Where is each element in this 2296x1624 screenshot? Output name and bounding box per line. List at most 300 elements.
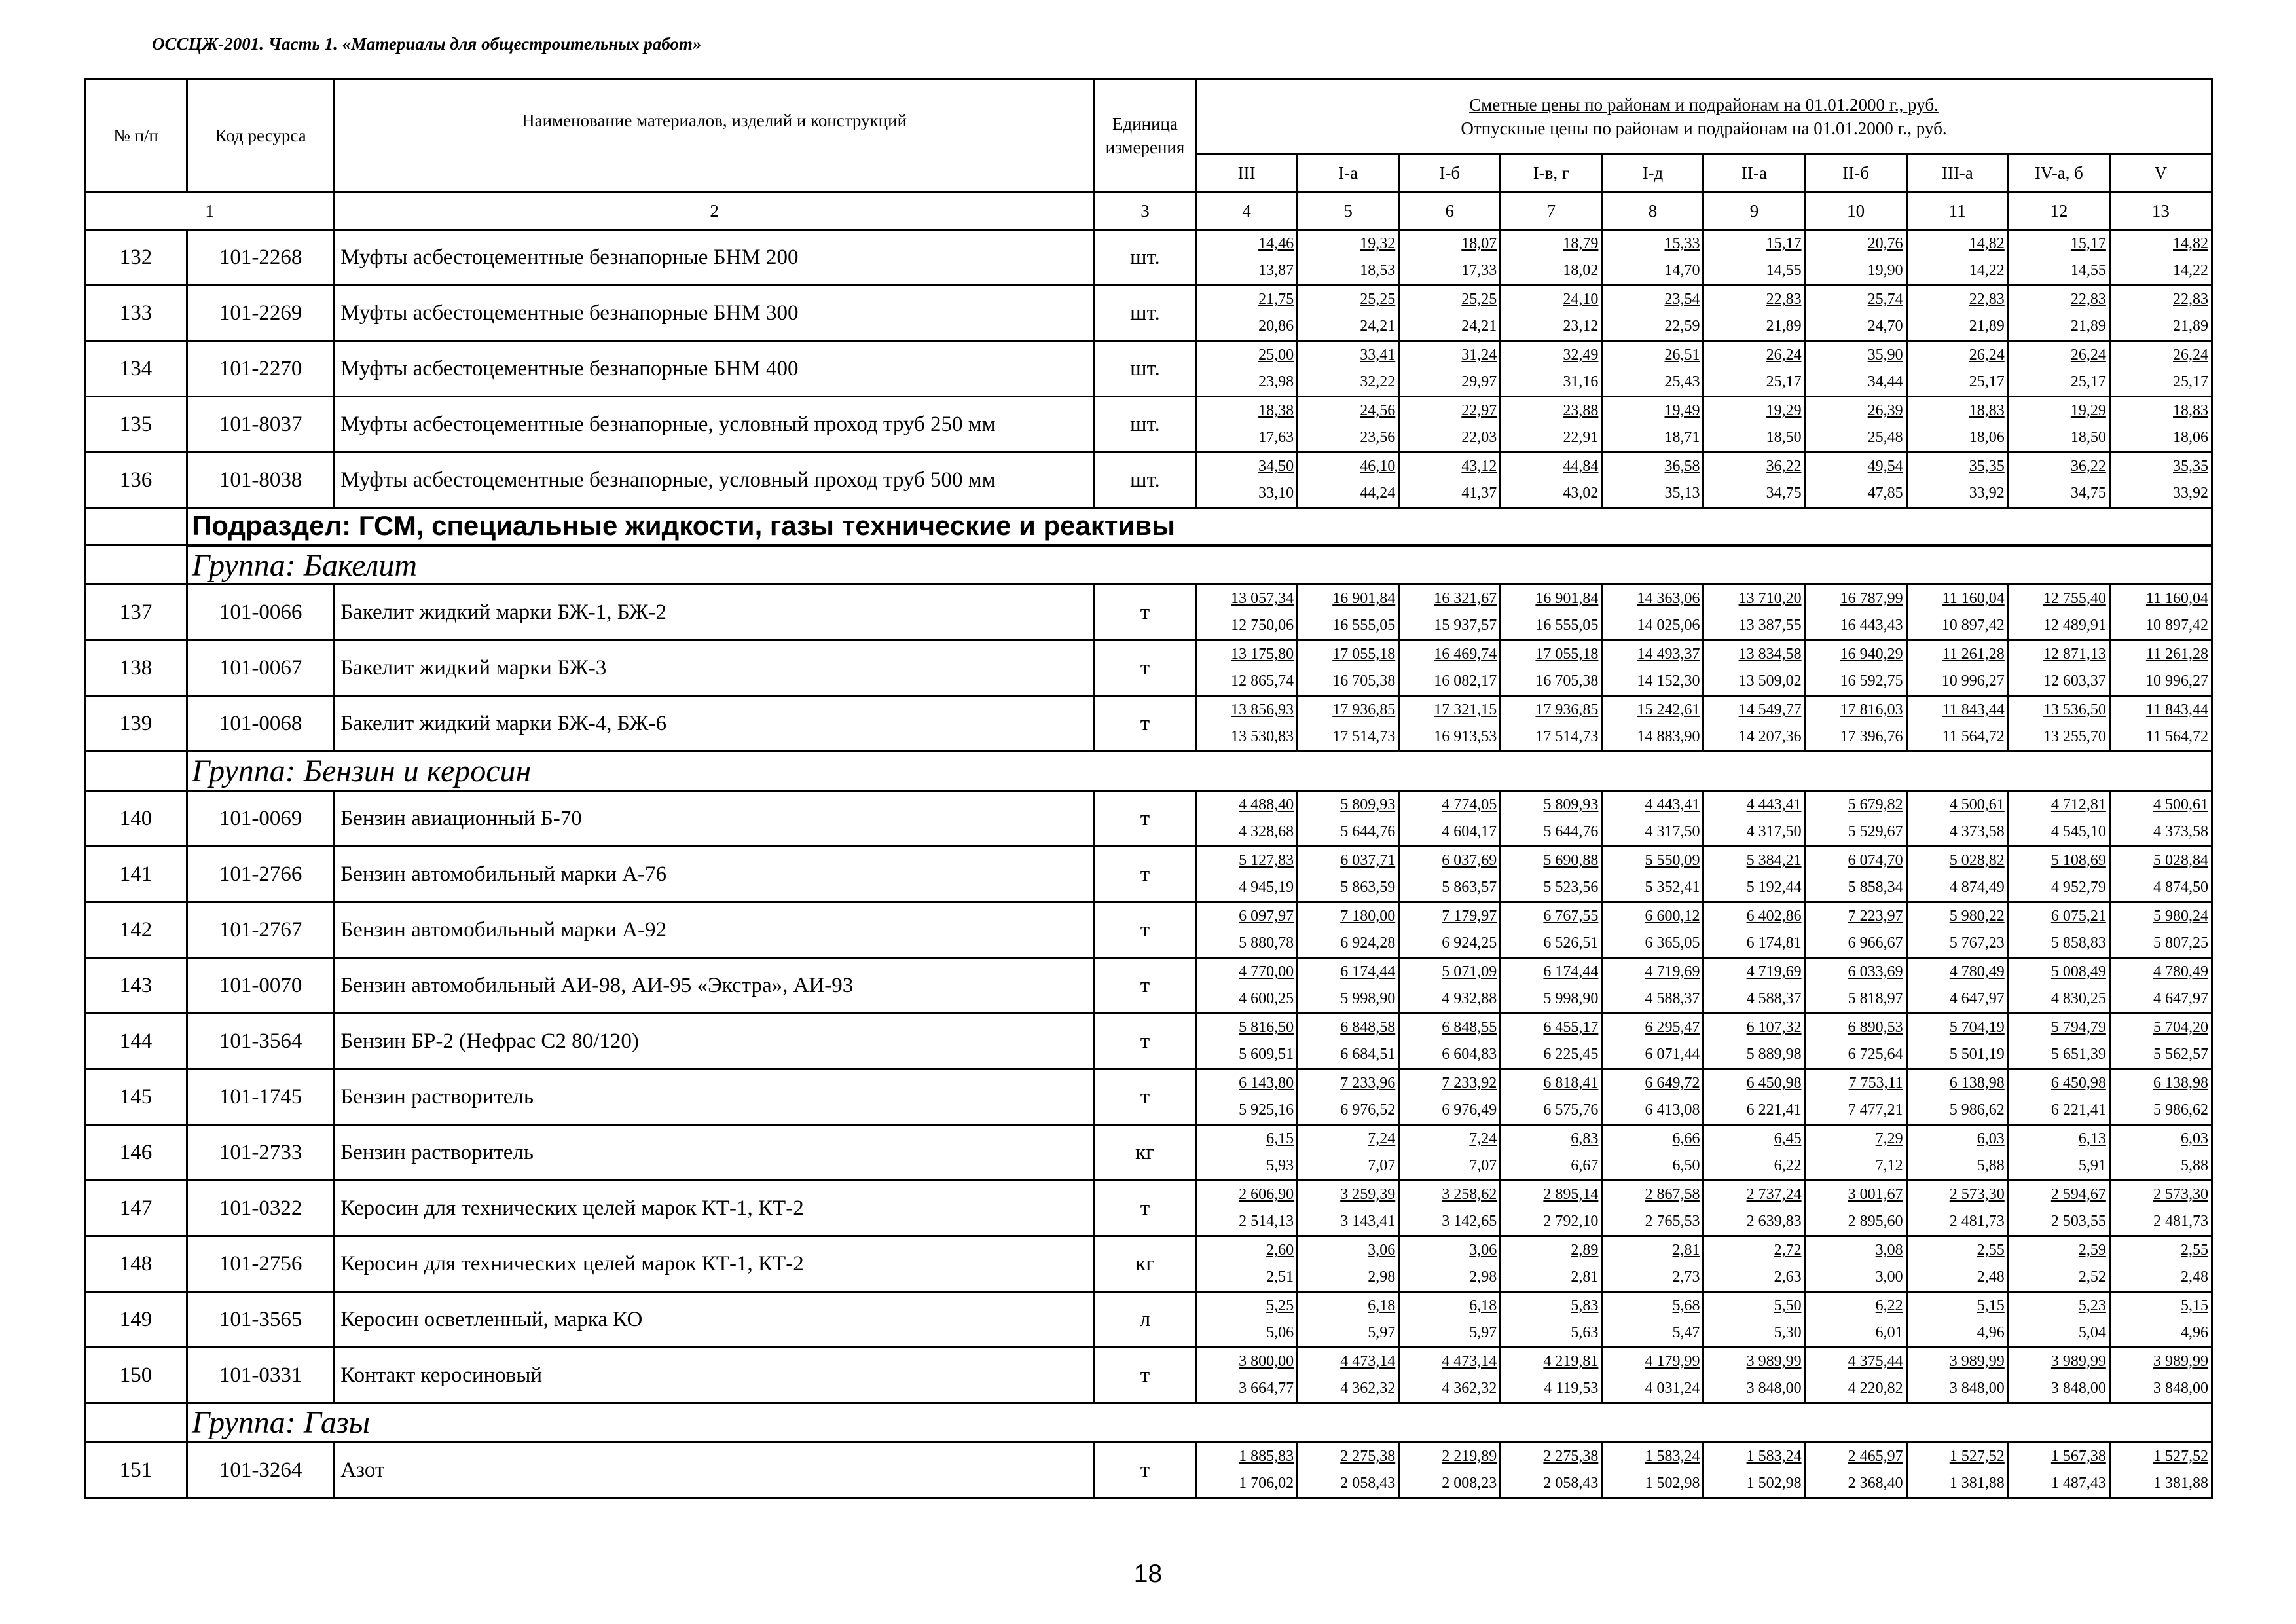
header-region-4: I-д: [1602, 155, 1704, 192]
price-cell: [1196, 958, 1298, 1014]
estimated-price: 3 001,67: [1848, 1186, 1903, 1203]
estimated-price: 5 809,93: [1543, 796, 1599, 813]
price-cell: [1399, 230, 1501, 286]
release-price: 3 664,77: [1239, 1380, 1294, 1397]
price-cell: [2109, 1125, 2212, 1181]
estimated-price: 22,83: [1969, 291, 2005, 308]
price-cell: [1805, 286, 1906, 341]
estimated-price: 14,46: [1258, 235, 1294, 252]
row-number: 148: [85, 1236, 187, 1292]
release-price: 21,89: [2173, 318, 2208, 335]
table-row: [85, 791, 2212, 847]
price-cell: [1298, 696, 1399, 752]
release-price: 5 192,44: [1746, 879, 1802, 896]
price-cell: [1196, 696, 1298, 752]
price-cell: [1602, 1069, 1704, 1125]
release-price: 14,22: [2173, 262, 2208, 279]
release-price: 24,21: [1360, 318, 1396, 335]
price-cell: [2109, 341, 2212, 397]
estimated-price: 5 704,20: [2153, 1019, 2208, 1036]
release-price: 5 889,98: [1746, 1046, 1802, 1063]
subsection-row: [85, 508, 2212, 545]
release-price: 6 966,67: [1848, 934, 1903, 951]
price-cell: [1805, 696, 1906, 752]
estimated-price: 11 160,04: [1942, 590, 2005, 607]
estimated-price: 35,35: [1969, 458, 2005, 475]
release-price: 4 220,82: [1848, 1380, 1903, 1397]
release-price: 5 609,51: [1239, 1046, 1294, 1063]
price-cell: [1501, 1014, 1602, 1069]
row-number: 151: [85, 1443, 187, 1498]
document-title: ОССЦЖ-2001. Часть 1. «Материалы для общестроительных работ»: [152, 34, 702, 54]
release-price: 1 487,43: [2050, 1475, 2106, 1492]
unit-of-measure: шт.: [1094, 452, 1195, 508]
group-row: [85, 545, 2212, 585]
release-price: 14 152,30: [1637, 673, 1700, 690]
price-cell: [1602, 696, 1704, 752]
estimated-price: 21,75: [1258, 291, 1294, 308]
estimated-price: 6 818,41: [1543, 1075, 1599, 1092]
estimated-price: 25,74: [1867, 291, 1903, 308]
material-name: Бакелит жидкий марки БЖ-1, БЖ-2: [335, 585, 1095, 640]
release-price: 21,89: [1766, 318, 1802, 335]
table-row: [85, 1069, 2212, 1125]
price-cell: [1298, 286, 1399, 341]
empty-cell: [85, 752, 187, 791]
estimated-price: 6 848,55: [1442, 1019, 1497, 1036]
header-column-number: 10: [1805, 192, 1906, 230]
release-price: 5 644,76: [1543, 823, 1599, 840]
empty-cell: [85, 1403, 187, 1443]
release-price: 18,50: [1766, 429, 1802, 446]
estimated-price: 4 219,81: [1543, 1353, 1599, 1370]
estimated-price: 5 980,24: [2153, 908, 2208, 925]
release-price: 25,43: [1664, 373, 1700, 390]
estimated-price: 3,08: [1875, 1242, 1903, 1259]
release-price: 5 858,83: [2050, 934, 2106, 951]
estimated-price: 2 465,97: [1848, 1448, 1903, 1465]
price-cell: [2109, 1181, 2212, 1236]
header-column-numbers-row: [85, 192, 2212, 230]
price-cell: [1298, 640, 1399, 696]
release-price: 6 976,49: [1442, 1101, 1497, 1118]
release-price: 17,33: [1461, 262, 1497, 279]
price-cell: [1399, 397, 1501, 452]
estimated-price: 4 443,41: [1746, 796, 1802, 813]
price-cell: [2008, 1443, 2109, 1498]
price-cell: [1196, 847, 1298, 902]
price-cell: [1602, 640, 1704, 696]
release-price: 14 025,06: [1637, 617, 1700, 634]
estimated-price: 26,24: [1766, 346, 1802, 363]
estimated-price: 7 223,97: [1848, 908, 1903, 925]
unit-of-measure: т: [1094, 958, 1195, 1014]
estimated-price: 12 755,40: [2043, 590, 2106, 607]
estimated-price: 6 767,55: [1543, 908, 1599, 925]
estimated-price: 14 493,37: [1637, 646, 1700, 663]
unit-of-measure: шт.: [1094, 397, 1195, 452]
release-price: 13 387,55: [1738, 617, 1802, 634]
release-price: 5,88: [1977, 1157, 2005, 1174]
estimated-price: 6 649,72: [1645, 1075, 1700, 1092]
estimated-price: 5 816,50: [1239, 1019, 1294, 1036]
estimated-price: 17 816,03: [1840, 701, 1903, 718]
price-cell: [1298, 230, 1399, 286]
header-region-3: I-в, г: [1501, 155, 1602, 192]
release-price: 18,06: [1969, 429, 2005, 446]
release-price: 5,04: [2078, 1324, 2106, 1341]
release-price: 5,47: [1672, 1324, 1700, 1341]
price-cell: [1298, 1443, 1399, 1498]
price-cell: [1906, 847, 2008, 902]
release-price: 4 600,25: [1239, 990, 1294, 1007]
estimated-price: 15,17: [1766, 235, 1802, 252]
release-price: 5 925,16: [1239, 1101, 1294, 1118]
estimated-price: 18,83: [2173, 402, 2208, 419]
material-name: Азот: [335, 1443, 1095, 1498]
estimated-price: 13 856,93: [1231, 701, 1294, 718]
estimated-price: 6 402,86: [1746, 908, 1802, 925]
estimated-price: 17 936,85: [1535, 701, 1599, 718]
release-price: 29,97: [1461, 373, 1497, 390]
price-cell: [1196, 1348, 1298, 1403]
table-row: [85, 1014, 2212, 1069]
release-price: 14 207,36: [1738, 728, 1802, 745]
release-price: 6 225,45: [1543, 1046, 1599, 1063]
price-cell: [1501, 696, 1602, 752]
release-price: 7 477,21: [1848, 1101, 1903, 1118]
estimated-price: 5 690,88: [1543, 852, 1599, 869]
estimated-price: 17 321,15: [1434, 701, 1497, 718]
resource-code: 101-3564: [187, 1014, 335, 1069]
estimated-price: 1 583,24: [1645, 1448, 1700, 1465]
release-price: 12 865,74: [1231, 673, 1294, 690]
release-price: 5 767,23: [1949, 934, 2005, 951]
release-price: 5,93: [1266, 1157, 1294, 1174]
release-price: 41,37: [1461, 485, 1497, 502]
price-cell: [1805, 958, 1906, 1014]
price-cell: [2109, 1443, 2212, 1498]
release-price: 3 848,00: [1949, 1380, 2005, 1397]
price-cell: [2008, 958, 2109, 1014]
resource-code: 101-0069: [187, 791, 335, 847]
estimated-price: 16 901,84: [1332, 590, 1396, 607]
unit-of-measure: т: [1094, 1069, 1195, 1125]
estimated-price: 19,32: [1360, 235, 1396, 252]
estimated-price: 24,10: [1563, 291, 1599, 308]
estimated-price: 4 712,81: [2050, 796, 2106, 813]
estimated-price: 5 028,82: [1949, 852, 2005, 869]
price-cell: [1602, 452, 1704, 508]
estimated-price: 4 500,61: [1949, 796, 2005, 813]
release-price: 3 142,65: [1442, 1213, 1497, 1230]
estimated-price: 16 940,29: [1840, 646, 1903, 663]
release-price: 4 932,88: [1442, 990, 1497, 1007]
release-price: 3 848,00: [2050, 1380, 2106, 1397]
table-row: [85, 585, 2212, 640]
estimated-price: 36,22: [1766, 458, 1802, 475]
subsection-title: Подраздел: ГСМ, специальные жидкости, газы технические и реактивы: [187, 508, 2212, 545]
estimated-price: 24,56: [1360, 402, 1396, 419]
estimated-price: 6 450,98: [2050, 1075, 2106, 1092]
table-row: [85, 1348, 2212, 1403]
release-price: 15 937,57: [1434, 617, 1497, 634]
row-number: 146: [85, 1125, 187, 1181]
release-price: 4 328,68: [1239, 823, 1294, 840]
release-price: 5,63: [1571, 1324, 1599, 1341]
price-cell: [1602, 397, 1704, 452]
estimated-price: 44,84: [1563, 458, 1599, 475]
estimated-price: 16 469,74: [1434, 646, 1497, 663]
estimated-price: 5,50: [1774, 1297, 1802, 1314]
release-price: 2 008,23: [1442, 1475, 1497, 1492]
row-number: 137: [85, 585, 187, 640]
estimated-price: 35,35: [2173, 458, 2208, 475]
price-cell: [1602, 1236, 1704, 1292]
price-cell: [1906, 452, 2008, 508]
price-cell: [1704, 230, 1805, 286]
estimated-price: 1 583,24: [1746, 1448, 1802, 1465]
release-price: 13 255,70: [2043, 728, 2106, 745]
resource-code: 101-2269: [187, 286, 335, 341]
release-price: 5,06: [1266, 1324, 1294, 1341]
price-cell: [1501, 791, 1602, 847]
estimated-price: 35,90: [1867, 346, 1903, 363]
release-price: 16 705,38: [1535, 673, 1599, 690]
estimated-price: 11 843,44: [2145, 701, 2208, 718]
release-price: 3,00: [1875, 1268, 1903, 1285]
price-cell: [2008, 1348, 2109, 1403]
unit-of-measure: т: [1094, 1181, 1195, 1236]
release-price: 25,17: [2070, 373, 2106, 390]
unit-of-measure: т: [1094, 1348, 1195, 1403]
price-cell: [1805, 341, 1906, 397]
group-title: Группа: Бакелит: [187, 545, 2212, 585]
price-cell: [1298, 1348, 1399, 1403]
price-cell: [1906, 341, 2008, 397]
release-price: 5,97: [1469, 1324, 1497, 1341]
estimated-price: 16 901,84: [1535, 590, 1599, 607]
material-name: Бензин растворитель: [335, 1125, 1095, 1181]
price-cell: [2008, 230, 2109, 286]
price-cell: [2008, 1069, 2109, 1125]
estimated-price: 5 794,79: [2050, 1019, 2106, 1036]
table-row: [85, 286, 2212, 341]
row-number: 134: [85, 341, 187, 397]
estimated-price: 6,13: [2078, 1130, 2106, 1147]
estimated-price: 4 473,14: [1340, 1353, 1396, 1370]
release-price: 22,03: [1461, 429, 1497, 446]
price-cell: [1298, 1125, 1399, 1181]
price-cell: [2109, 585, 2212, 640]
price-cell: [2008, 1014, 2109, 1069]
price-cell: [1602, 1292, 1704, 1348]
estimated-price: 6,03: [2181, 1130, 2208, 1147]
estimated-price: 3 989,99: [1746, 1353, 1802, 1370]
release-price: 6 526,51: [1543, 934, 1599, 951]
unit-of-measure: т: [1094, 1443, 1195, 1498]
estimated-price: 13 536,50: [2043, 701, 2106, 718]
release-price: 17 514,73: [1332, 728, 1396, 745]
price-cell: [1399, 1014, 1501, 1069]
release-price: 2 514,13: [1239, 1213, 1294, 1230]
resource-code: 101-2766: [187, 847, 335, 902]
estimated-price: 46,10: [1360, 458, 1396, 475]
estimated-price: 4 774,05: [1442, 796, 1497, 813]
price-cell: [1196, 902, 1298, 958]
estimated-price: 2,72: [1774, 1242, 1802, 1259]
estimated-price: 32,49: [1563, 346, 1599, 363]
estimated-price: 5,68: [1672, 1297, 1700, 1314]
price-cell: [1602, 1443, 1704, 1498]
estimated-price: 36,58: [1664, 458, 1700, 475]
estimated-price: 6 037,71: [1340, 852, 1396, 869]
release-price: 5 644,76: [1340, 823, 1396, 840]
header-region-1: I-а: [1298, 155, 1399, 192]
estimated-price: 34,50: [1258, 458, 1294, 475]
release-price: 4 647,97: [2153, 990, 2208, 1007]
price-cell: [1602, 1348, 1704, 1403]
release-price: 4,96: [2181, 1324, 2208, 1341]
material-name: Муфты асбестоцементные безнапорные БНМ 300: [335, 286, 1095, 341]
price-cell: [1704, 1348, 1805, 1403]
material-name: Бензин автомобильный марки А-92: [335, 902, 1095, 958]
header-prices-title-2: Отпускные цены по районам и подрайонам на 01.01.2000 г., руб.: [1461, 119, 1947, 138]
price-cell: [2008, 902, 2109, 958]
estimated-price: 6 848,58: [1340, 1019, 1396, 1036]
estimated-price: 5,23: [2078, 1297, 2106, 1314]
price-cell: [1906, 902, 2008, 958]
price-cell: [2109, 902, 2212, 958]
release-price: 47,85: [1867, 485, 1903, 502]
release-price: 16 555,05: [1535, 617, 1599, 634]
price-cell: [1196, 341, 1298, 397]
release-price: 7,07: [1469, 1157, 1497, 1174]
price-cell: [1906, 1069, 2008, 1125]
price-cell: [1501, 341, 1602, 397]
price-cell: [1805, 1292, 1906, 1348]
header-column-number: 1: [85, 192, 335, 230]
release-price: 33,10: [1258, 485, 1294, 502]
price-cell: [1196, 640, 1298, 696]
header-column-number: 13: [2109, 192, 2212, 230]
price-cell: [1704, 286, 1805, 341]
resource-code: 101-0068: [187, 696, 335, 752]
header-column-number: 5: [1298, 192, 1399, 230]
estimated-price: 19,29: [2070, 402, 2106, 419]
price-cell: [1298, 1292, 1399, 1348]
release-price: 6 071,44: [1645, 1046, 1700, 1063]
price-cell: [1906, 1125, 2008, 1181]
release-price: 5 863,57: [1442, 879, 1497, 896]
release-price: 2 792,10: [1543, 1213, 1599, 1230]
release-price: 16 592,75: [1840, 673, 1903, 690]
release-price: 4 317,50: [1746, 823, 1802, 840]
price-cell: [1501, 640, 1602, 696]
estimated-price: 22,97: [1461, 402, 1497, 419]
price-cell: [2008, 1236, 2109, 1292]
release-price: 1 381,88: [1949, 1475, 2005, 1492]
price-cell: [2109, 1014, 2212, 1069]
row-number: 135: [85, 397, 187, 452]
release-price: 6 976,52: [1340, 1101, 1396, 1118]
price-cell: [2008, 1181, 2109, 1236]
estimated-price: 7 233,96: [1340, 1075, 1396, 1092]
price-cell: [1196, 397, 1298, 452]
release-price: 23,98: [1258, 373, 1294, 390]
estimated-price: 1 527,52: [1949, 1448, 2005, 1465]
release-price: 7,07: [1368, 1157, 1396, 1174]
material-name: Керосин осветленный, марка КО: [335, 1292, 1095, 1348]
estimated-price: 6 033,69: [1848, 963, 1903, 980]
release-price: 5,88: [2181, 1157, 2208, 1174]
price-cell: [1805, 902, 1906, 958]
header-region-5: II-а: [1704, 155, 1805, 192]
estimated-price: 13 057,34: [1231, 590, 1294, 607]
table-row: [85, 341, 2212, 397]
price-cell: [2109, 958, 2212, 1014]
estimated-price: 5 704,19: [1949, 1019, 2005, 1036]
release-price: 5 880,78: [1239, 934, 1294, 951]
release-price: 33,92: [2173, 485, 2208, 502]
estimated-price: 7 179,97: [1442, 908, 1497, 925]
price-cell: [2008, 341, 2109, 397]
estimated-price: 7 180,00: [1340, 908, 1396, 925]
resource-code: 101-0331: [187, 1348, 335, 1403]
row-number: 141: [85, 847, 187, 902]
material-name: Муфты асбестоцементные безнапорные, условный проход труб 500 мм: [335, 452, 1095, 508]
estimated-price: 26,24: [1969, 346, 2005, 363]
price-cell: [1805, 1181, 1906, 1236]
price-cell: [2008, 696, 2109, 752]
resource-code: 101-0070: [187, 958, 335, 1014]
release-price: 2,81: [1571, 1268, 1599, 1285]
estimated-price: 7,24: [1469, 1130, 1497, 1147]
material-name: Муфты асбестоцементные безнапорные, условный проход труб 250 мм: [335, 397, 1095, 452]
row-number: 138: [85, 640, 187, 696]
estimated-price: 15,17: [2070, 235, 2106, 252]
release-price: 5 529,67: [1848, 823, 1903, 840]
material-name: Бензин автомобильный марки А-76: [335, 847, 1095, 902]
estimated-price: 19,29: [1766, 402, 1802, 419]
header-col-no: № п/п: [85, 79, 187, 192]
price-cell: [2008, 585, 2109, 640]
estimated-price: 16 321,67: [1434, 590, 1497, 607]
release-price: 14 883,90: [1637, 728, 1700, 745]
resource-code: 101-2756: [187, 1236, 335, 1292]
resource-code: 101-8038: [187, 452, 335, 508]
material-name: Муфты асбестоцементные безнапорные БНМ 200: [335, 230, 1095, 286]
estimated-price: 5 008,49: [2050, 963, 2106, 980]
price-cell: [1906, 1181, 2008, 1236]
header-region-6: II-б: [1805, 155, 1906, 192]
price-cell: [1906, 696, 2008, 752]
estimated-price: 5 071,09: [1442, 963, 1497, 980]
estimated-price: 4 375,44: [1848, 1353, 1903, 1370]
material-name: Керосин для технических целей марок КТ-1, КТ-2: [335, 1236, 1095, 1292]
price-cell: [2008, 847, 2109, 902]
estimated-price: 23,88: [1563, 402, 1599, 419]
release-price: 4 362,32: [1340, 1380, 1396, 1397]
estimated-price: 5,25: [1266, 1297, 1294, 1314]
estimated-price: 14,82: [1969, 235, 2005, 252]
release-price: 18,02: [1563, 262, 1599, 279]
release-price: 4 317,50: [1645, 823, 1700, 840]
row-number: 140: [85, 791, 187, 847]
release-price: 4 588,37: [1746, 990, 1802, 1007]
price-cell: [1501, 958, 1602, 1014]
estimated-price: 4 780,49: [2153, 963, 2208, 980]
